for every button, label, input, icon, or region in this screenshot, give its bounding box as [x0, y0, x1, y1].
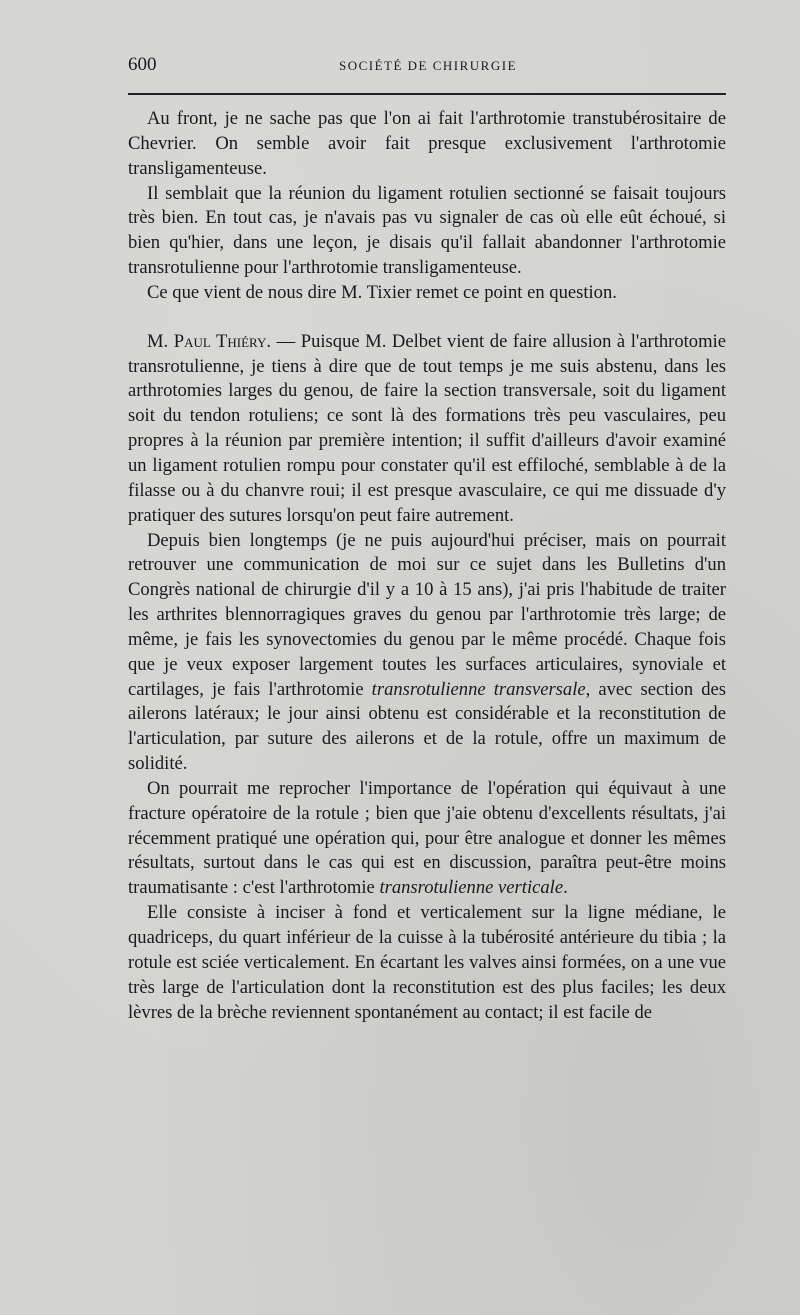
paragraph-5-text-after: , avec section des ailerons latéraux; le jour ainsi obtenu est considérable et la reconstitution de l'articulation, par suture des ailerons et de la rotule, offre un maximum de solidité. [128, 678, 726, 775]
paragraph-6-text-after: . [563, 877, 568, 899]
paragraph-7 [128, 901, 726, 1025]
page-number: 600 [128, 54, 157, 75]
paragraph-4 [128, 330, 726, 529]
paragraph-1 [128, 107, 726, 182]
paragraph-1-text: Au front, je ne sache pas que l'on ai fait l'arthrotomie transtubérositaire de Chevrier. On semble avoir fait presque exclusivement l'arthrotomie transligamenteuse. [128, 108, 726, 179]
paragraph-3-text: Ce que vient de nous dire M. Tixier remet ce point en question. [147, 281, 617, 303]
paragraph-7-text: Elle consiste à inciser à fond et verticalement sur la ligne médiane, le quadriceps, du quart inférieur de la cuisse à la tubérosité antérieure du tibia ; la rotule est sciée verticalement. En écartant les valves ainsi formées, on a une vue très large de l'articulation dont la reconstitution est des plus faciles; les deux lèvres de la brèche reviennent spontanément au contact; il est facile de [128, 902, 726, 1023]
paragraph-3 [128, 281, 726, 306]
paragraph-5-italic: transrotulienne transversale [371, 678, 586, 700]
paragraph-2 [128, 182, 726, 281]
body-text [128, 107, 726, 1025]
running-title: SOCIÉTÉ DE CHIRURGIE [338, 58, 518, 73]
speaker-name: M. Paul Thiéry. [147, 330, 272, 352]
paragraph-6 [128, 777, 726, 901]
page-header [128, 50, 728, 80]
paragraph-6-italic: transrotulienne verticale [379, 877, 564, 899]
paragraph-5-text-before: Depuis bien longtemps (je ne puis aujourd'hui préciser, mais on pourrait retrouver une communication de moi sur ce sujet dans les Bulletins d'un Congrès national de chirurgie d'il y a 10 à 15 ans), j'ai pris l'habitude de traiter les arthrites blennorragiques graves du genou par l'arthrotomie très large; de même, je fais les synovectomies du genou par le même procédé. Chaque fois que je veux exposer largement toutes les surfaces articulaires, synoviale et cartilages, je fais l'arthrotomie [128, 529, 726, 700]
paragraph-6-text-before: On pourrait me reprocher l'importance de l'opération qui équivaut à une fracture opératoire de la rotule ; bien que j'aie obtenu d'excellents résultats, j'ai récemment pratiqué une opération qui, pour être analogue et donner les mêmes résultats, surtout dans le cas qui est en discussion, paraîtra peut-être moins traumatisante : c'est l'arthrotomie [128, 777, 726, 899]
paragraph-4-text: — Puisque M. Delbet vient de faire allusion à l'arthrotomie transrotulienne, je tiens à dire que de tout temps je me suis abstenu, dans les arthrotomies larges du genou, de faire la section transversale, soit du ligament soit du tendon rotuliens; ce sont là des formations très peu vasculaires, peu propres à la réunion par première intention; il suffit d'ailleurs d'avoir examiné un ligament rotulien rompu pour constater qu'il est effiloché, semblable à de la filasse ou à du chanvre roui; il est presque avasculaire, ce qui me dissuade d'y pratiquer des sutures lorsqu'on peut faire autrement. [128, 330, 726, 526]
paragraph-5 [128, 529, 726, 777]
header-rule [128, 93, 726, 95]
paragraph-2-text: Il semblait que la réunion du ligament rotulien sectionné se faisait toujours très bien. En tout cas, je n'avais pas vu signaler de cas où elle eût échoué, si bien qu'hier, dans une leçon, je disais qu'il fallait abandonner l'arthrotomie transrotulienne pour l'arthrotomie transligamenteuse. [128, 182, 726, 279]
